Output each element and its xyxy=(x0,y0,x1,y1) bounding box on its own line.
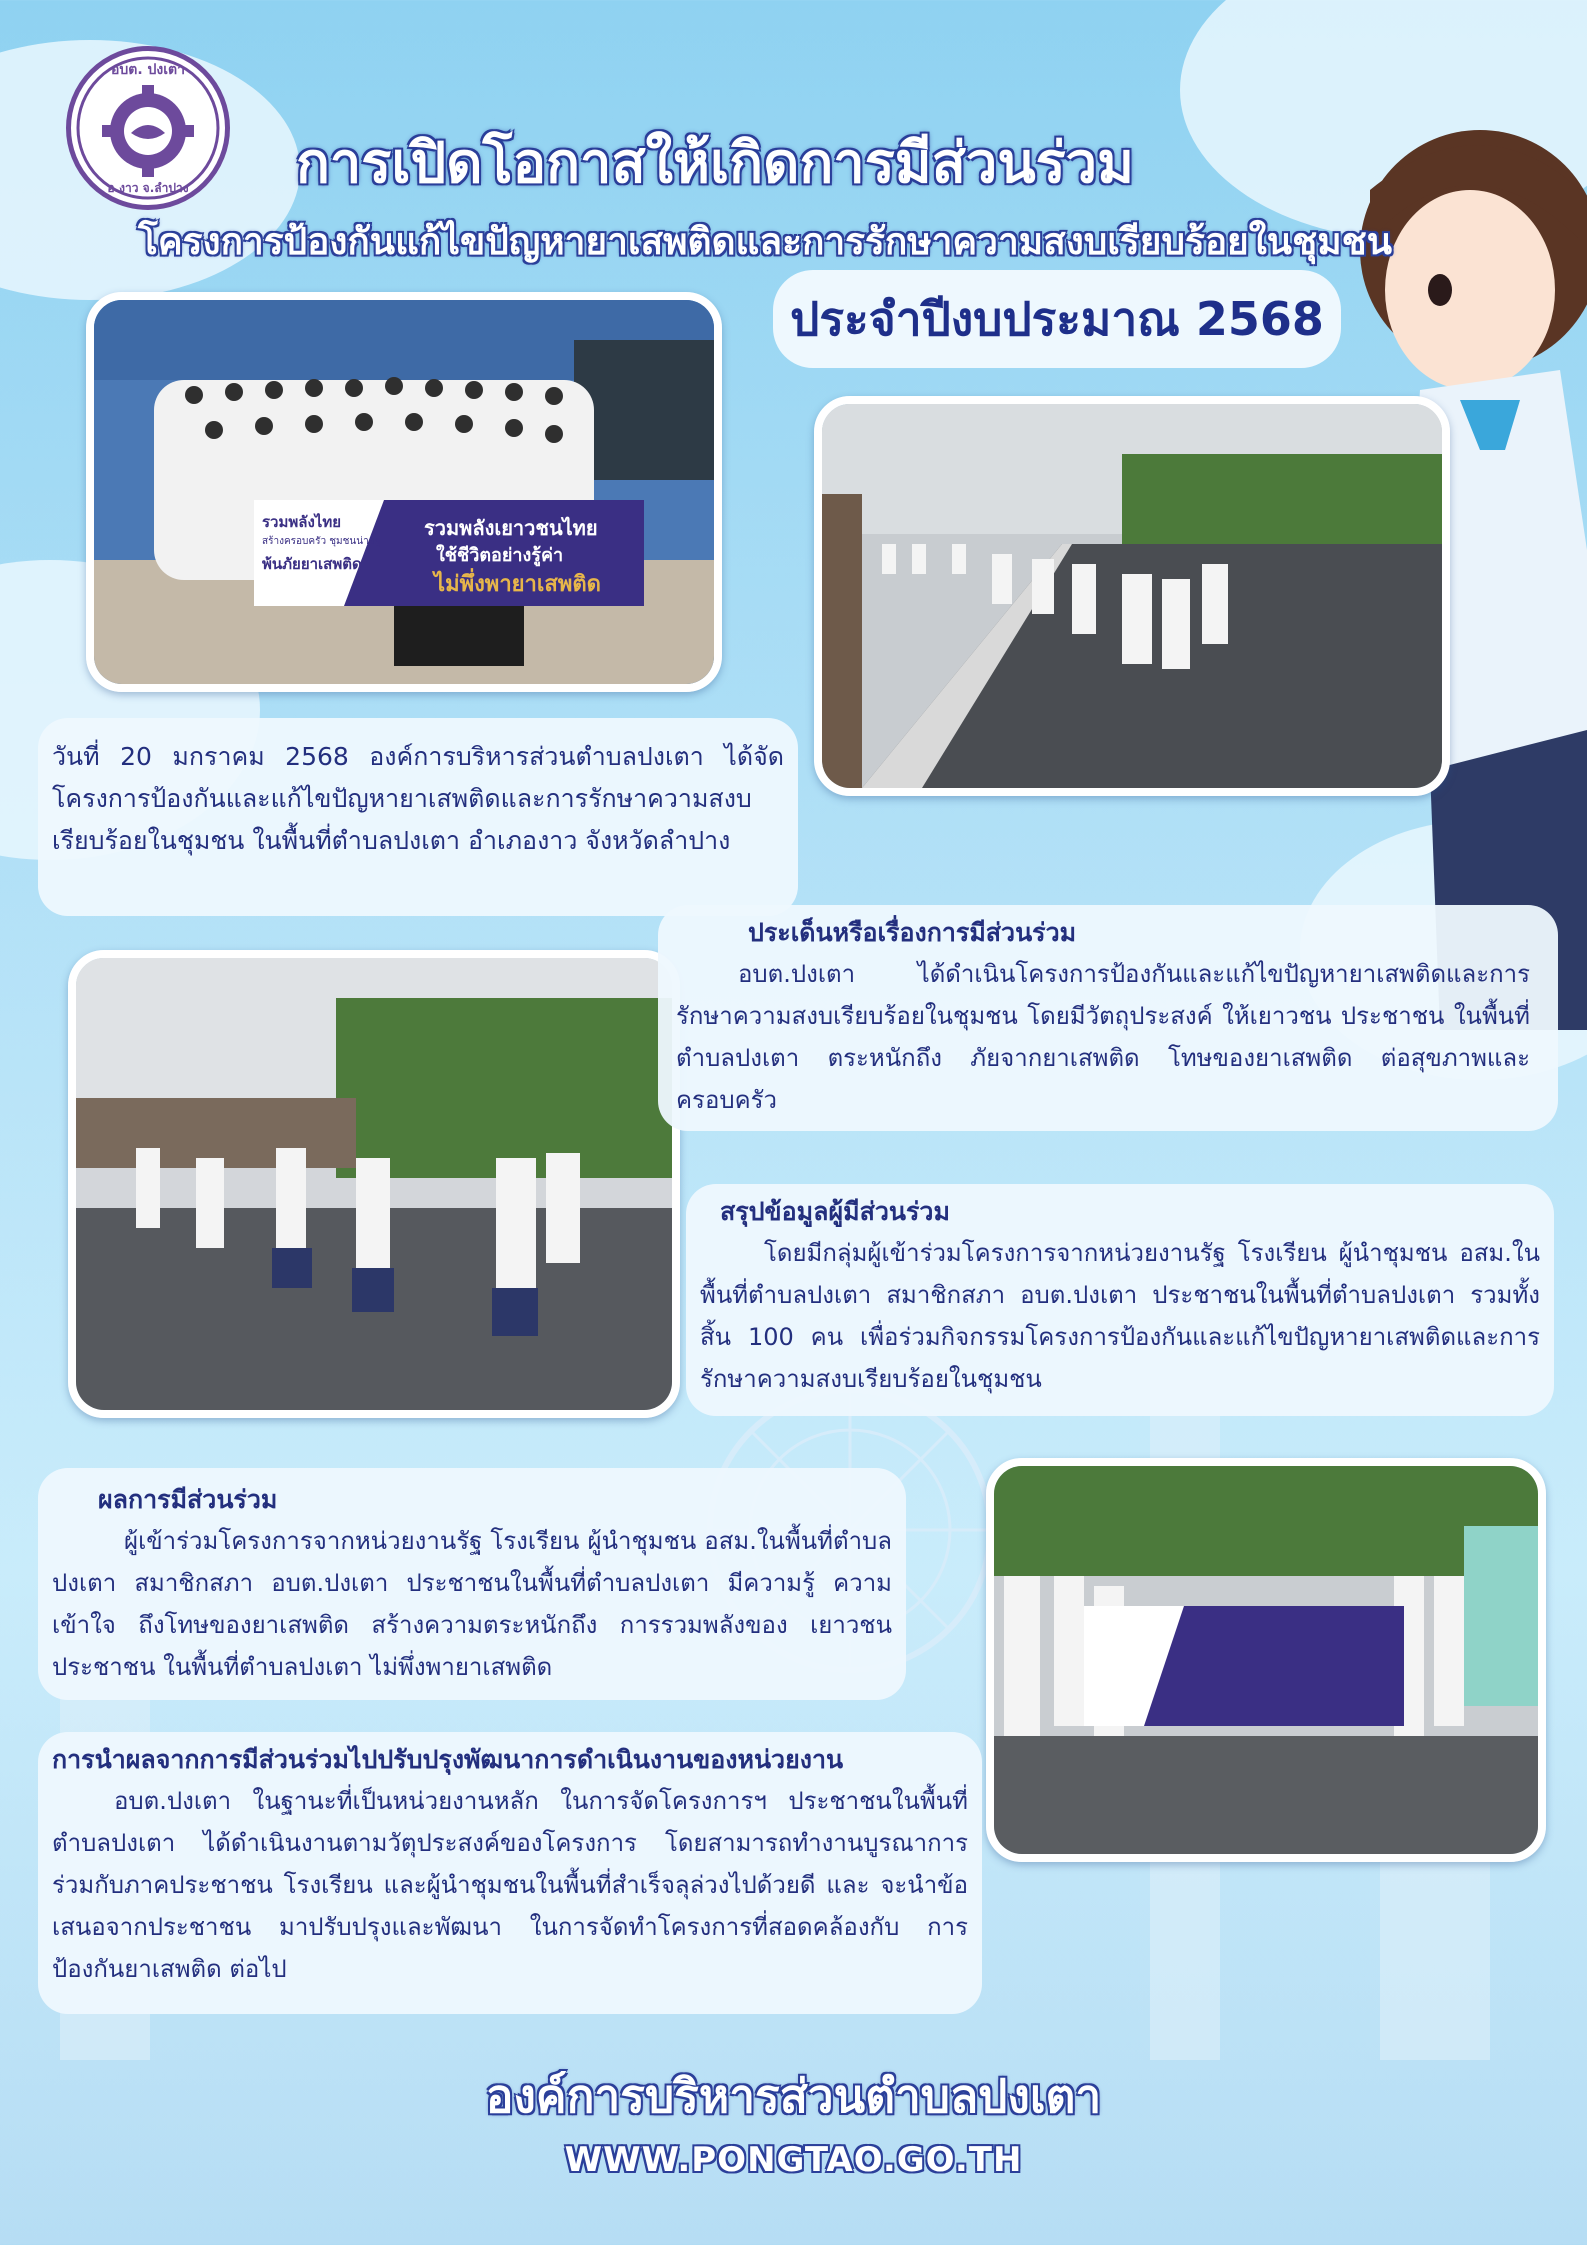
group-photo xyxy=(86,292,722,692)
intro-text-box xyxy=(38,718,798,916)
issue-heading: ประเด็นหรือเรื่องการมีส่วนร่วม xyxy=(748,918,1077,947)
result-text: ผู้เข้าร่วมโครงการจากหน่วยงานรัฐ โรงเรียน ผู้นำชุมชน อสม.ในพื้นที่ตำบลปงเตา สมาชิกสภา อบต.ปงเตา ประชาชนในพื้นที่ตำบลปงเตา มีความรู้ ความเข้าใจ ถึงโทษของยาเสพติด สร้างความตระหนักถึง การรวมพลังของ เยาวชน ประชาชน ในพื้นที่ตำบลปงเตา ไม่พึ่งพายาเสพติด xyxy=(52,1527,892,1681)
logo-text-bottom: อ.งาว จ.ลำปาง xyxy=(107,181,189,195)
result-heading: ผลการมีส่วนร่วม xyxy=(98,1485,278,1514)
improvement-box xyxy=(38,1732,982,2014)
summary-text: โดยมีกลุ่มผู้เข้าร่วมโครงการจากหน่วยงานรัฐ โรงเรียน ผู้นำชุมชน อสม.ในพื้นที่ตำบลปงเตา สมาชิกสภา อบต.ปงเตา ประชาชนในพื้นที่ตำบลปงเตา รวมทั้งสิ้น 100 คน เพื่อร่วมกิจกรรมโครงการป้องกันและแก้ไขปัญหายาเสพติดและการรักษาความสงบเรียบร้อยในชุมชน xyxy=(700,1239,1540,1393)
participant-summary-box xyxy=(686,1184,1554,1416)
issue-text: อบต.ปงเตา ได้ดำเนินโครงการป้องกันและแก้ไขปัญหายาเสพติดและการรักษาความสงบเรียบร้อยในชุมชน โดยมีวัตถุประสงค์ ให้เยาวชน ประชาชน ในพื้นที่ตำบลปงเตา ตระหนักถึง ภัยจากยาเสพติด โทษของยาเสพติด ต่อสุขภาพและครอบครัว xyxy=(676,960,1530,1114)
students-parade-photo xyxy=(68,950,680,1418)
banner-slogan-1: รวมพลังเยาวชนไทย xyxy=(424,518,598,540)
banner-slogan-2: ใช้ชีวิตอย่างรู้ค่า xyxy=(436,545,564,565)
project-subtitle: โครงการป้องกันแก้ไขปัญหายาเสพติดและการรักษาความสงบเรียบร้อยในชุมชน xyxy=(138,220,1392,263)
walking-parade-photo xyxy=(814,396,1450,796)
footer-org-name: องค์การบริหารส่วนตำบลปงเตา xyxy=(485,2069,1102,2123)
improvement-text: อบต.ปงเตา ในฐานะที่เป็นหน่วยงานหลัก ในการจัดโครงการฯ ประชาชนในพื้นที่ตำบลปงเตา ได้ดำเนินงานตามวัตุประสงค์ของโครงการ โดยสามารถทำงานบูรณาการร่วมกับภาคประชาชน โรงเรียน และผู้นำชุมชนในพื้นที่สำเร็จลุล่วงไปด้วยดี และ จะนำข้อเสนอจากประชาชน มาปรับปรุงและพัฒนา ในการจัดทำโครงการที่สอดคล้องกับ การป้องกันยาเสพติด ต่อไป xyxy=(52,1787,968,1983)
banner-slogan-3: ไม่พึ่งพายาเสพติด xyxy=(434,571,601,596)
banner-line-1: รวมพลังไทย xyxy=(262,513,341,531)
summary-heading: สรุปข้อมูลผู้มีส่วนร่วม xyxy=(720,1197,950,1226)
intro-text: วันที่ 20 มกราคม 2568 องค์การบริหารส่วนตำบลปงเตา ได้จัดโครงการป้องกันและแก้ไขปัญหายาเสพติดและการรักษาความสงบเรียบร้อยในชุมชน ในพื้นที่ตำบลปงเตา อำเภองาว จังหวัดลำปาง xyxy=(52,742,784,855)
result-box xyxy=(38,1468,906,1700)
officials-banner-photo xyxy=(986,1458,1546,1862)
banner-line-2: สร้างครอบครัว ชุมชนน่าอยู่ xyxy=(262,536,381,547)
banner-line-3: พ้นภัยยาเสพติด xyxy=(262,555,362,573)
budget-year-badge: ประจำปีงบประมาณ 2568 xyxy=(773,270,1341,368)
improvement-heading: การนำผลจากการมีส่วนร่วมไปปรับปรุงพัฒนาการดำเนินงานของหน่วยงาน xyxy=(52,1745,844,1774)
page-title: การเปิดโอกาสให้เกิดการมีส่วนร่วม xyxy=(295,131,1135,196)
logo-text-top: อบต. ปงเตา xyxy=(110,62,186,78)
issue-box xyxy=(658,905,1558,1131)
footer-website-link[interactable]: WWW.PONGTAO.GO.TH xyxy=(564,2140,1023,2180)
